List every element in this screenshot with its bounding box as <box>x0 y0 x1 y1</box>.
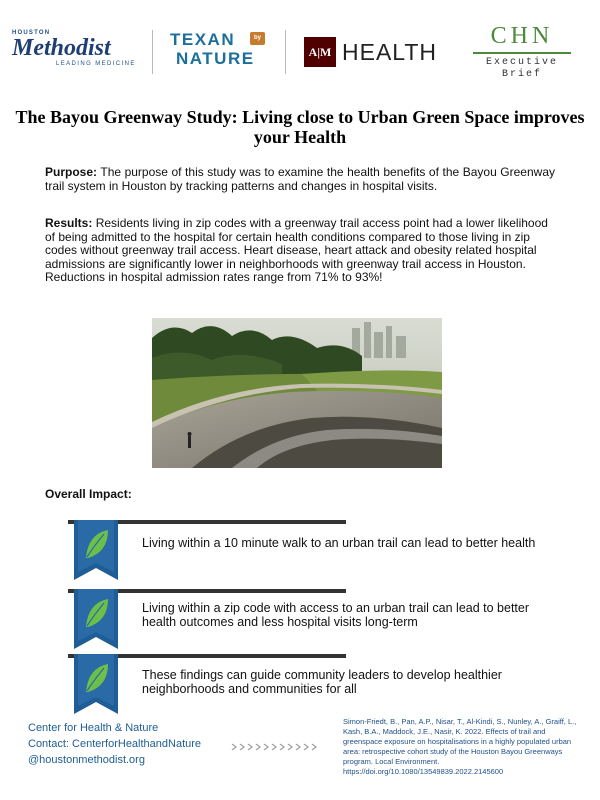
arrow-chain-icon <box>230 742 320 752</box>
leaf-icon <box>74 520 118 580</box>
results-label: Results: <box>45 216 93 230</box>
results-text: Residents living in zip codes with a greenway trail access point had a lower likelihood of being admitted to the hospital for certain health conditions compared to those living in zip codes without greenway trail access. Heart disease, heart attack and obesity related hospital admissions are significantly lower in neighborhoods with greenway trail access in Houston. Reductions in hospital admission rates range from 71% to 93%! <box>45 216 548 284</box>
page-title: The Bayou Greenway Study: Living close to Urban Green Space improves your Health <box>15 107 585 147</box>
leaf-icon <box>74 654 118 714</box>
bayou-greenway-photo-svg <box>152 318 442 468</box>
chn-title: CHN <box>490 23 554 49</box>
impact-text-1: Living within a 10 minute walk to an urban trail can lead to better health <box>142 536 536 550</box>
chn-sub-brief: Brief <box>501 69 542 80</box>
texas-am-health-logo <box>304 37 437 67</box>
purpose-text: The purpose of this study was to examine the health benefits of the Bayou Greenway trail system in Houston by tracking patterns and changes in hospital visits. <box>45 165 555 193</box>
texas-by-badge: by <box>250 32 265 45</box>
results-paragraph <box>45 217 555 285</box>
footer-contact <box>28 720 201 768</box>
tamu-health-text: HEALTH <box>342 38 438 65</box>
citation-reference: Simon-Friedt, B., Pan, A.P., Nisar, T., Al-Kindi, S., Nunley, A., Graiff, L., Kash, B.A., Maddock, J.E., Nasir, K. 2022. Effects of trail and greenspace exposure on hospitalisations in a highly populated urban area: retrospective cohort study of the Houston Bayou Greenways program. Local Environment. https://doi.org/10.1080/13549839.2022.2145600 <box>343 717 577 776</box>
impact-text-2: Living within a zip code with access to an urban trail can lead to better health outcomes and less hospital visits long-term <box>142 601 530 629</box>
purpose-label: Purpose: <box>45 165 98 179</box>
footer-org: Center for Health & Nature <box>28 722 159 734</box>
purpose-paragraph <box>45 166 555 193</box>
chn-sub-executive: Executive <box>485 57 558 68</box>
impact-item-1 <box>68 520 568 584</box>
footer-contact-line[interactable]: Contact: CenterforHealthandNature <box>28 738 202 750</box>
logo-divider <box>285 30 286 74</box>
methodist-name: Methodist <box>12 35 111 61</box>
texan-text: TEXAN <box>170 30 236 49</box>
impact-item-2 <box>68 589 568 653</box>
impact-text-3: These findings can guide community leaders to develop healthier neighborhoods and communities for all <box>142 668 502 696</box>
bayou-greenway-photo <box>152 318 442 468</box>
texan-by-nature-logo <box>170 30 274 74</box>
chn-rule <box>473 52 571 54</box>
methodist-top-text: HOUSTON <box>12 30 51 36</box>
methodist-tagline: LEADING MEDICINE <box>56 61 136 67</box>
logo-divider <box>152 30 153 74</box>
leaf-icon <box>74 589 118 649</box>
nature-text: NATURE <box>176 49 255 68</box>
impact-heading: Overall Impact: <box>45 487 132 501</box>
chn-executive-brief-logo <box>473 22 571 84</box>
houston-methodist-logo <box>12 30 140 74</box>
tamu-mark: A|M <box>304 37 336 67</box>
footer-handle[interactable]: @houstonmethodist.org <box>28 754 145 766</box>
impact-item-3 <box>68 654 568 718</box>
